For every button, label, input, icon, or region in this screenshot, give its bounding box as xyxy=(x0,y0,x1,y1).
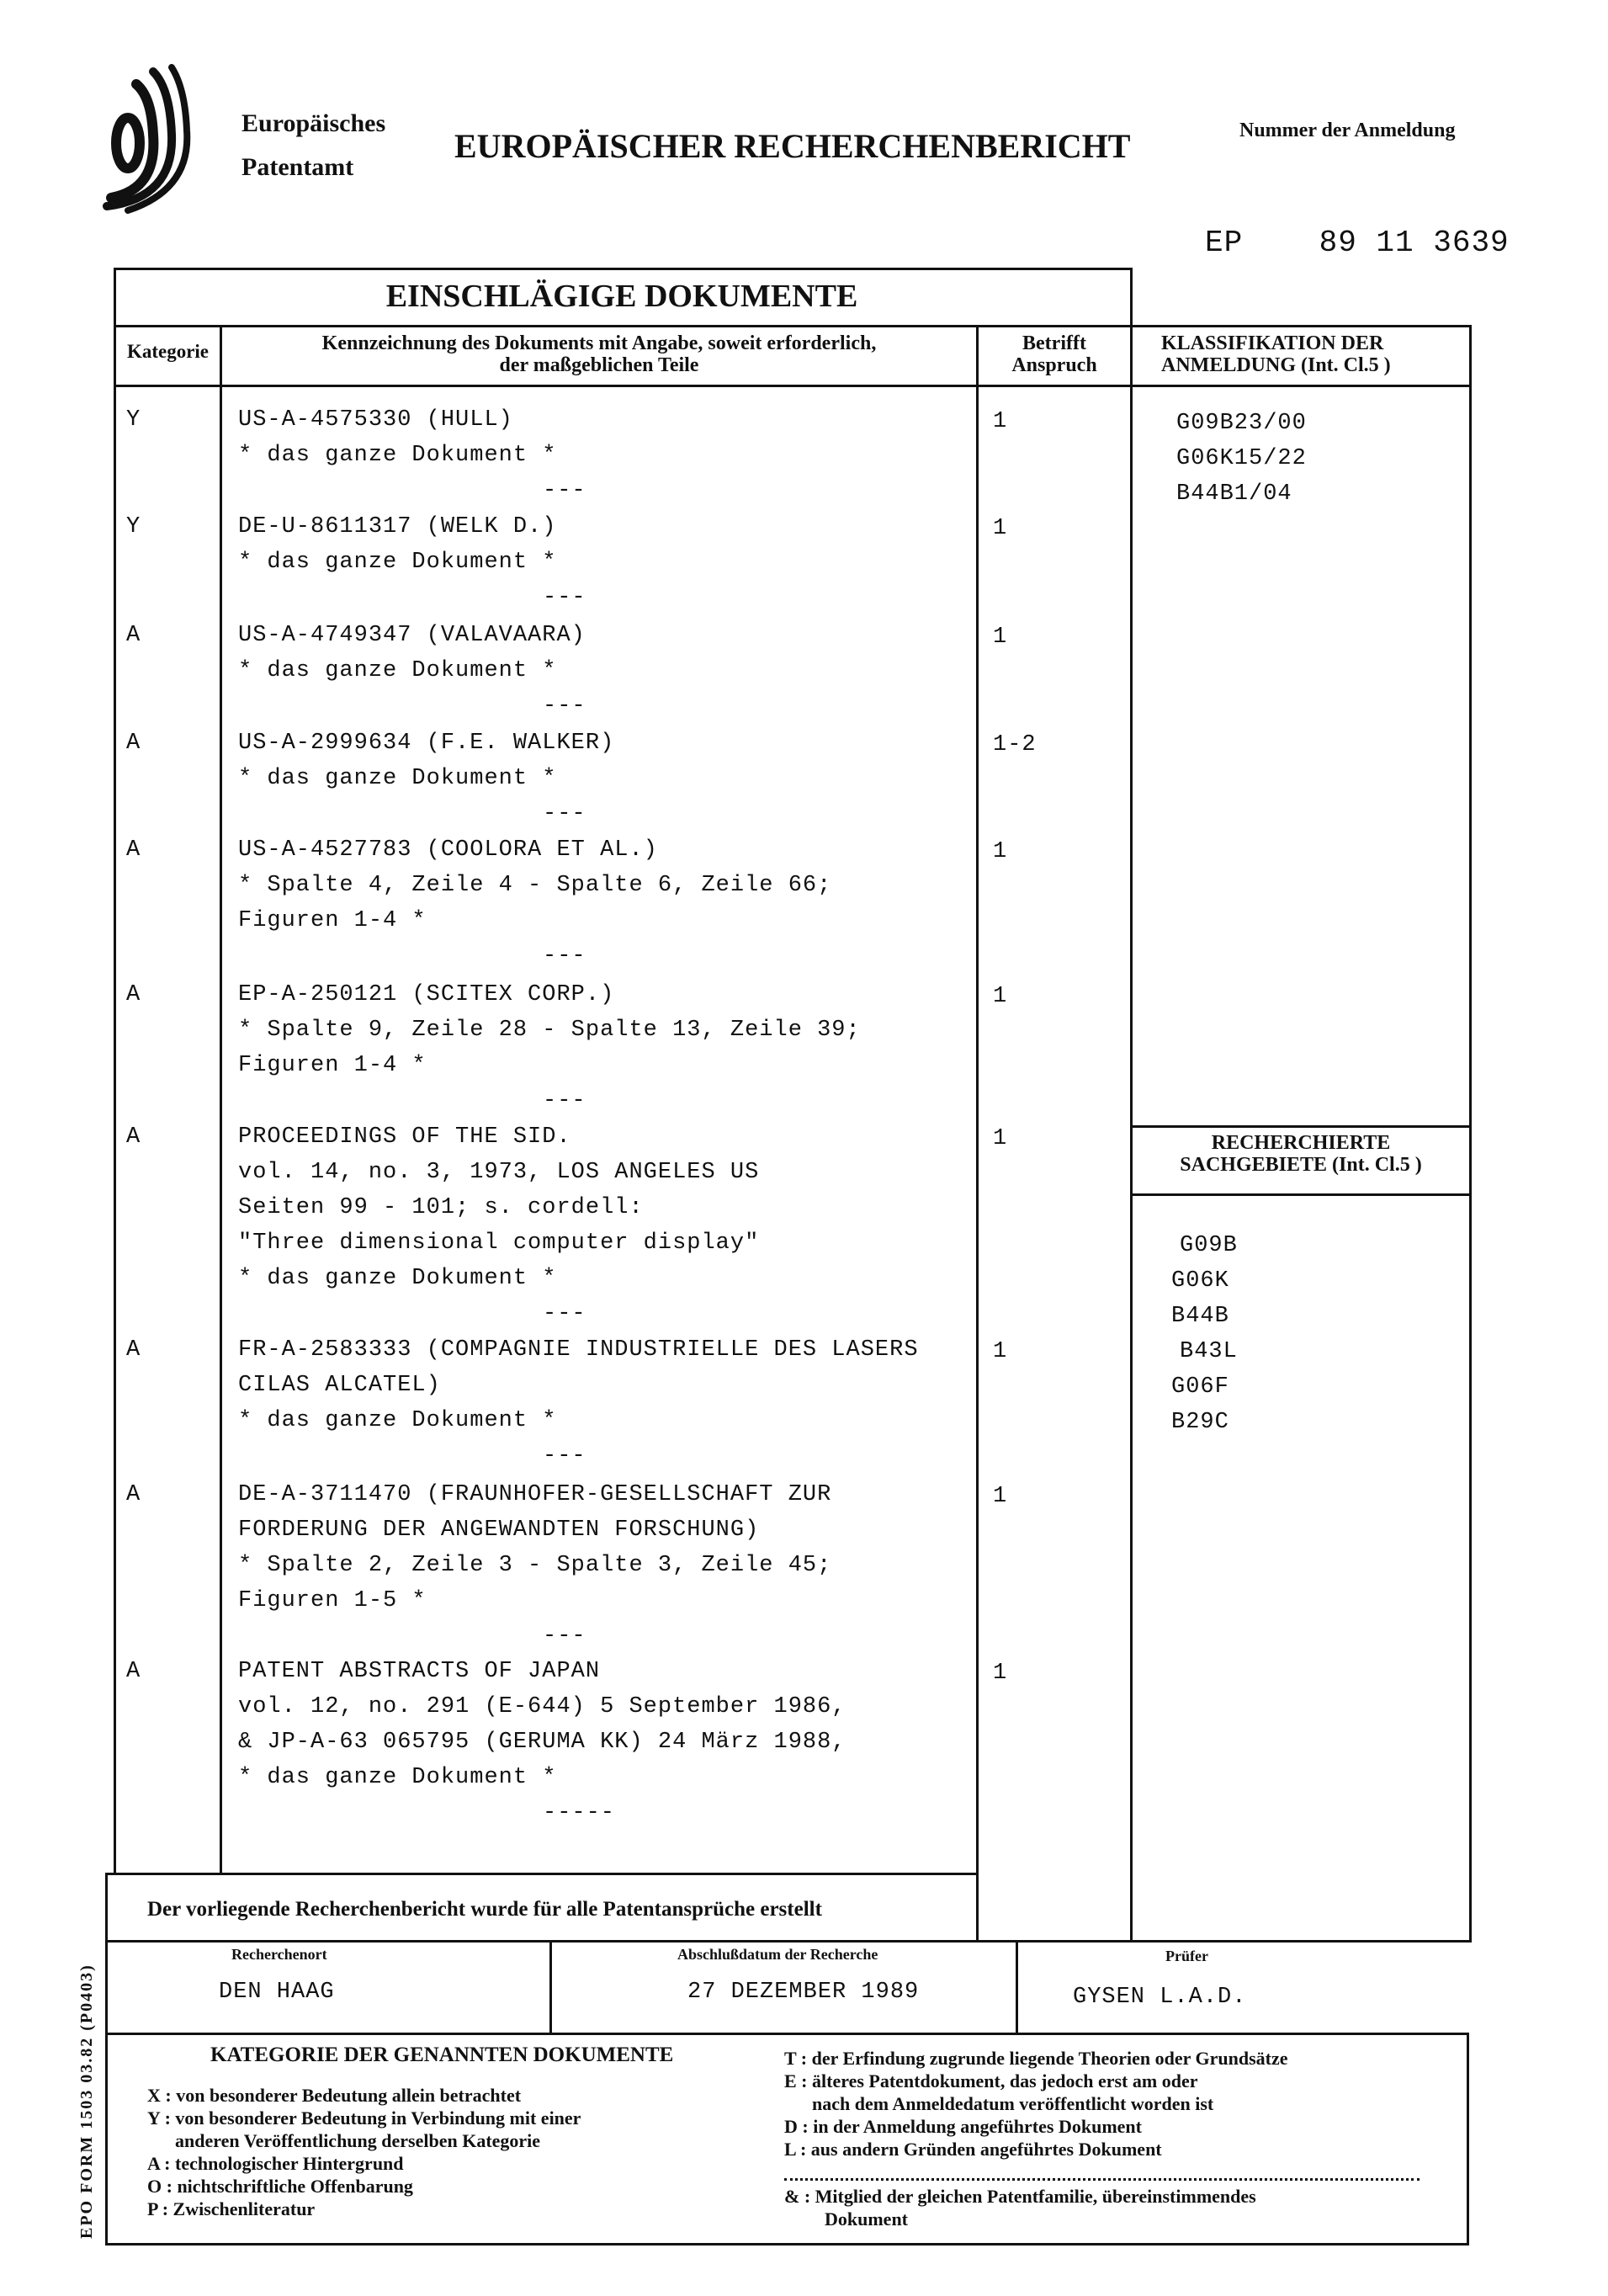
entry-category: A xyxy=(126,1482,141,1507)
entry-separator: --- xyxy=(543,1301,586,1326)
legend-item: O : nichtschriftliche Offenbarung xyxy=(147,2175,581,2198)
entry-category: A xyxy=(126,623,141,648)
entry-line: US-A-4749347 (VALAVAARA) xyxy=(238,623,586,648)
entry-line: DE-U-8611317 (WELK D.) xyxy=(238,514,556,539)
legend-right xyxy=(784,2047,1288,2160)
legend-item: D : in der Anmeldung angeführtes Dokument xyxy=(784,2115,1288,2138)
searched-field-code: B43L xyxy=(1180,1339,1238,1364)
column-header-claims-line2: Anspruch xyxy=(979,354,1130,376)
column-header-classification xyxy=(1161,332,1391,376)
classification-code: G06K15/22 xyxy=(1176,446,1307,471)
entry-claims: 1 xyxy=(993,1484,1007,1509)
entry-separator: --- xyxy=(543,1088,586,1113)
entry-line: Figuren 1-5 * xyxy=(238,1588,427,1613)
entry-separator: --- xyxy=(543,478,586,503)
examiner-value: GYSEN L.A.D. xyxy=(1073,1985,1246,2010)
entry-line: * das ganze Dokument * xyxy=(238,1765,556,1790)
entry-line: CILAS ALCATEL) xyxy=(238,1373,441,1398)
entry-line: * das ganze Dokument * xyxy=(238,766,556,791)
column-header-document-line2: der maßgeblichen Teile xyxy=(222,354,976,376)
column-header-category: Kategorie xyxy=(116,341,220,363)
entry-category: A xyxy=(126,1124,141,1150)
office-name-line2: Patentamt xyxy=(241,153,353,182)
entry-claims: 1 xyxy=(993,624,1007,650)
entry-claims: 1 xyxy=(993,1339,1007,1364)
examiner-label: Prüfer xyxy=(1165,1948,1208,1965)
legend-item: P : Zwischenliteratur xyxy=(147,2198,581,2220)
entry-line: * das ganze Dokument * xyxy=(238,443,556,468)
searched-fields-title-line2: SACHGEBIETE (Int. Cl.5 ) xyxy=(1133,1154,1469,1176)
entry-category: A xyxy=(126,1337,141,1363)
legend-item: anderen Veröffentlichung derselben Kategorie xyxy=(147,2129,581,2152)
entry-line: PATENT ABSTRACTS OF JAPAN xyxy=(238,1659,600,1684)
entry-line: * Spalte 2, Zeile 3 - Spalte 3, Zeile 45; xyxy=(238,1553,831,1578)
entry-line: DE-A-3711470 (FRAUNHOFER-GESELLSCHAFT ZUR xyxy=(238,1482,831,1507)
entry-separator: --- xyxy=(543,801,586,826)
entry-line: Figuren 1-4 * xyxy=(238,1053,427,1078)
entry-line: US-A-4527783 (COOLORA ET AL.) xyxy=(238,837,658,863)
entry-category: A xyxy=(126,982,141,1007)
entry-line: EP-A-250121 (SCITEX CORP.) xyxy=(238,982,614,1007)
entry-line: * Spalte 9, Zeile 28 - Spalte 13, Zeile 39; xyxy=(238,1018,861,1043)
entry-line: * das ganze Dokument * xyxy=(238,550,556,575)
completion-note: Der vorliegende Recherchenbericht wurde für alle Patentansprüche erstellt xyxy=(147,1898,822,1921)
entry-line: US-A-2999634 (F.E. WALKER) xyxy=(238,731,614,756)
application-number: EP 89 11 3639 xyxy=(1205,226,1510,260)
epo-logo-icon xyxy=(94,63,204,215)
legend-item: nach dem Anmeldedatum veröffentlicht worden ist xyxy=(784,2092,1288,2115)
place-label: Recherchenort xyxy=(231,1946,327,1964)
report-title: EUROPÄISCHER RECHERCHENBERICHT xyxy=(454,126,1130,166)
searched-field-code: G06F xyxy=(1171,1374,1229,1400)
entry-claims: 1 xyxy=(993,516,1007,541)
legend-divider xyxy=(784,2178,1420,2181)
entry-category: A xyxy=(126,837,141,863)
legend-item: X : von besonderer Bedeutung allein betrachtet xyxy=(147,2084,581,2107)
entry-line: FORDERUNG DER ANGEWANDTEN FORSCHUNG) xyxy=(238,1517,759,1543)
entry-separator: --- xyxy=(543,694,586,719)
column-header-claims-line1: Betrifft xyxy=(979,332,1130,354)
entry-line: * das ganze Dokument * xyxy=(238,1266,556,1291)
entry-separator: --- xyxy=(543,943,586,969)
classification-code: G09B23/00 xyxy=(1176,411,1307,436)
entry-line: * das ganze Dokument * xyxy=(238,658,556,683)
entry-line: Seiten 99 - 101; s. cordell: xyxy=(238,1195,644,1220)
entry-category: Y xyxy=(126,407,141,433)
legend-item: Y : von besonderer Bedeutung in Verbindung mit einer xyxy=(147,2107,581,2129)
form-code: EPO FORM 1503 03.82 (P0403) xyxy=(77,1964,97,2239)
column-header-claims xyxy=(979,332,1130,376)
entry-line: US-A-4575330 (HULL) xyxy=(238,407,513,433)
date-value: 27 DEZEMBER 1989 xyxy=(687,1980,919,2005)
searched-fields-title xyxy=(1133,1132,1469,1176)
entry-line: * das ganze Dokument * xyxy=(238,1408,556,1433)
entry-claims: 1 xyxy=(993,1126,1007,1151)
entry-claims: 1 xyxy=(993,1661,1007,1686)
entry-category: Y xyxy=(126,514,141,539)
entry-line: Figuren 1-4 * xyxy=(238,908,427,933)
legend-left xyxy=(147,2084,581,2220)
entry-separator: --- xyxy=(543,585,586,610)
legend-item: A : technologischer Hintergrund xyxy=(147,2152,581,2175)
legend-amp-line2: Dokument xyxy=(825,2208,908,2230)
entry-separator: --- xyxy=(543,1443,586,1469)
entry-claims: 1-2 xyxy=(993,732,1037,757)
entry-claims: 1 xyxy=(993,984,1007,1009)
date-label: Abschlußdatum der Recherche xyxy=(677,1946,878,1964)
entry-line: FR-A-2583333 (COMPAGNIE INDUSTRIELLE DES LASERS xyxy=(238,1337,919,1363)
searched-fields-title-line1: RECHERCHIERTE xyxy=(1133,1132,1469,1154)
searched-field-code: G09B xyxy=(1180,1233,1238,1258)
legend-item: E : älteres Patentdokument, das jedoch erst am oder xyxy=(784,2070,1288,2092)
searched-field-code: G06K xyxy=(1171,1268,1229,1294)
entry-line: "Three dimensional computer display" xyxy=(238,1230,759,1256)
place-value: DEN HAAG xyxy=(219,1980,335,2005)
entry-separator: ----- xyxy=(543,1800,615,1826)
application-number-label: Nummer der Anmeldung xyxy=(1239,120,1455,142)
entry-line: vol. 14, no. 3, 1973, LOS ANGELES US xyxy=(238,1160,759,1185)
entry-line: vol. 12, no. 291 (E-644) 5 September 1986, xyxy=(238,1694,846,1719)
legend-title: KATEGORIE DER GENANNTEN DOKUMENTE xyxy=(210,2044,673,2067)
searched-field-code: B29C xyxy=(1171,1410,1229,1435)
entry-line: * Spalte 4, Zeile 4 - Spalte 6, Zeile 66; xyxy=(238,873,831,898)
column-header-classification-line1: KLASSIFIKATION DER xyxy=(1161,332,1391,354)
entry-category: A xyxy=(126,731,141,756)
entry-line: & JP-A-63 065795 (GERUMA KK) 24 März 1988, xyxy=(238,1730,846,1755)
legend-amp-line1: & : Mitglied der gleichen Patentfamilie, übereinstimmendes xyxy=(784,2185,1256,2208)
entry-line: PROCEEDINGS OF THE SID. xyxy=(238,1124,571,1150)
searched-field-code: B44B xyxy=(1171,1304,1229,1329)
section-title: EINSCHLÄGIGE DOKUMENTE xyxy=(114,278,1130,315)
classification-code: B44B1/04 xyxy=(1176,481,1292,507)
column-header-classification-line2: ANMELDUNG (Int. Cl.5 ) xyxy=(1161,354,1391,376)
legend-item: T : der Erfindung zugrunde liegende Theorien oder Grundsätze xyxy=(784,2047,1288,2070)
entry-claims: 1 xyxy=(993,839,1007,864)
column-header-document xyxy=(222,332,976,376)
office-name-line1: Europäisches xyxy=(241,109,385,138)
legend-item: L : aus andern Gründen angeführtes Dokument xyxy=(784,2138,1288,2160)
entry-separator: --- xyxy=(543,1624,586,1649)
entry-category: A xyxy=(126,1659,141,1684)
entry-claims: 1 xyxy=(993,409,1007,434)
column-header-document-line1: Kennzeichnung des Dokuments mit Angabe, soweit erforderlich, xyxy=(222,332,976,354)
